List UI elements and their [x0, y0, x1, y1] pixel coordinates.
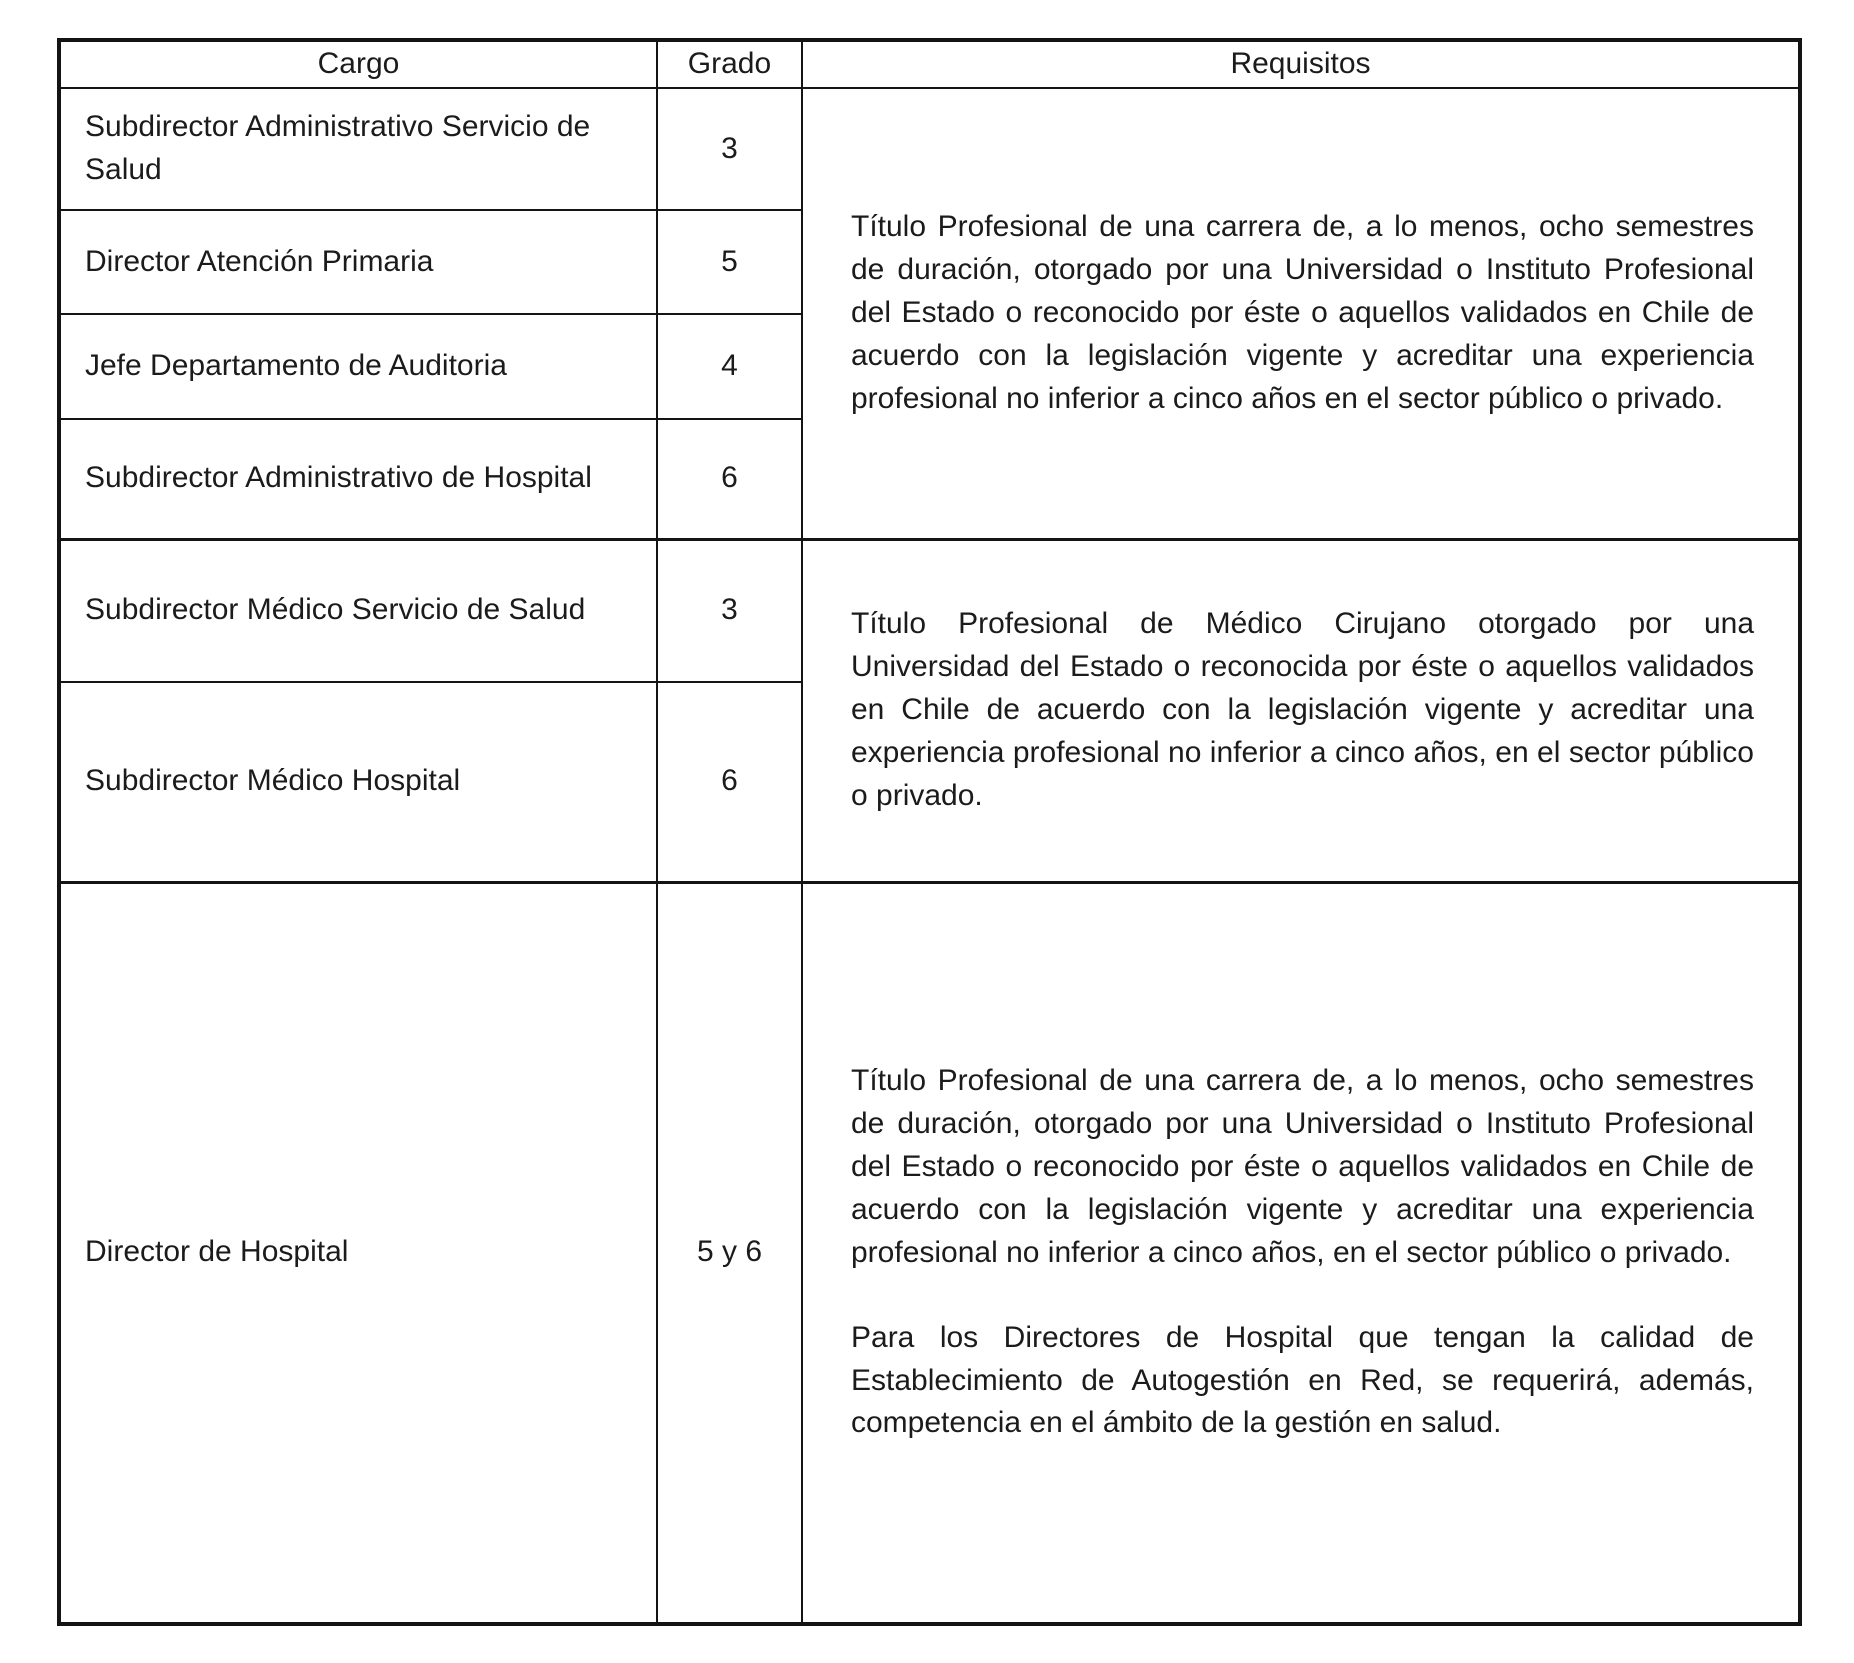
grado-cell: 3 [657, 539, 802, 682]
cargo-cell: Director Atención Primaria [59, 210, 657, 314]
column-header-requisitos: Requisitos [802, 40, 1800, 88]
grado-cell: 5 [657, 210, 802, 314]
grado-cell: 6 [657, 682, 802, 882]
table-row [59, 882, 1800, 1624]
cargo-cell: Jefe Departamento de Auditoria [59, 314, 657, 419]
requisitos-cell-group-3 [802, 882, 1800, 1624]
requisitos-paragraph: Título Profesional de Médico Cirujano otorgado por una Universidad del Estado o reconocida por éste o aquellos validados en Chile de acuerdo con la legislación vigente y acreditar una experiencia profesional no inferior a cinco años, en el sector público o privado. [851, 607, 1754, 812]
grado-cell: 4 [657, 314, 802, 419]
column-header-grado: Grado [657, 40, 802, 88]
cargo-grado-requisitos-table [57, 38, 1802, 1626]
cargo-cell: Subdirector Administrativo Servicio de Salud [59, 88, 657, 210]
cargo-cell: Subdirector Médico Servicio de Salud [59, 539, 657, 682]
grado-cell: 3 [657, 88, 802, 210]
cargo-cell: Subdirector Médico Hospital [59, 682, 657, 882]
requisitos-paragraph: Título Profesional de una carrera de, a lo menos, ocho semestres de duración, otorgado por una Universidad o Instituto Profesional del Estado o reconocido por éste o aquellos validados en Chile de acuerdo con la legislación vigente y acreditar una experiencia profesional no inferior a cinco años en el sector público o privado. [851, 210, 1754, 415]
column-header-cargo: Cargo [59, 40, 657, 88]
requisitos-paragraph: Título Profesional de una carrera de, a lo menos, ocho semestres de duración, otorgado por una Universidad o Instituto Profesional del Estado o reconocido por éste o aquellos validados en Chile de acuerdo con la legislación vigente y acreditar una experiencia profesional no inferior a cinco años, en el sector público o privado. [851, 1064, 1754, 1269]
table-row [59, 539, 1800, 682]
table-header-row [59, 40, 1800, 88]
table-row [59, 88, 1800, 210]
requisitos-cell-group-1 [802, 88, 1800, 539]
grado-cell: 5 y 6 [657, 882, 802, 1624]
grado-cell: 6 [657, 419, 802, 539]
cargo-cell: Director de Hospital [59, 882, 657, 1624]
cargo-cell: Subdirector Administrativo de Hospital [59, 419, 657, 539]
requisitos-cell-group-2 [802, 539, 1800, 882]
requisitos-paragraph: Para los Directores de Hospital que tengan la calidad de Establecimiento de Autogestión en Red, se requerirá, además, competencia en el ámbito de la gestión en salud. [851, 1320, 1754, 1440]
